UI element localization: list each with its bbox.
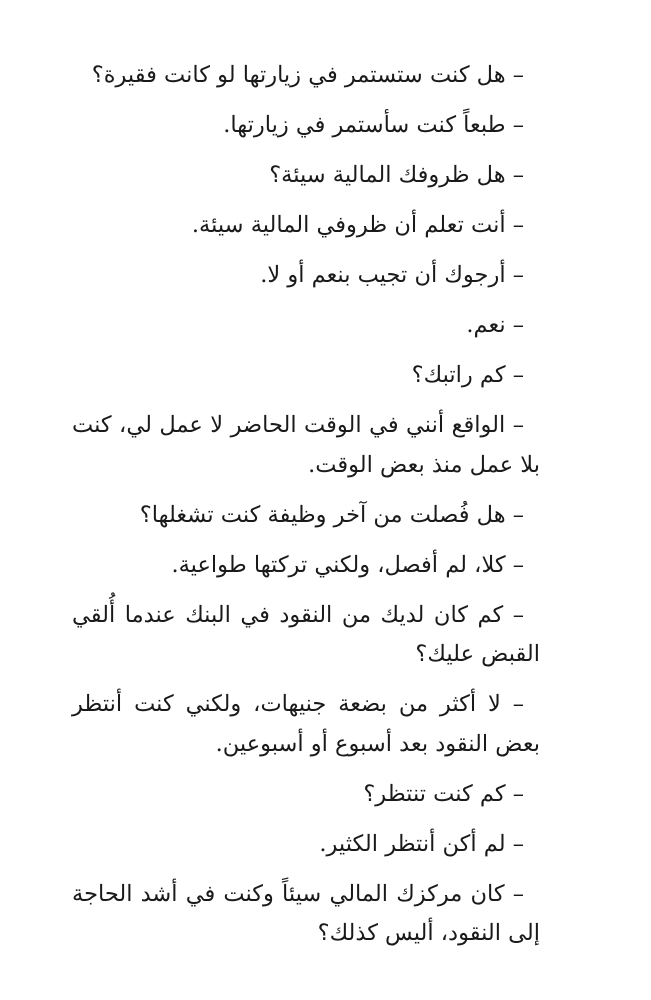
dialogue-line: – هل فُصلت من آخر وظيفة كنت تشغلها؟ [139, 501, 524, 528]
dialogue-line: – لا أكثر من بضعة جنيهات، ولكني كنت أنتظر بعض النقود بعد أسبوع أو أسبوعين. [72, 691, 540, 757]
dialogue-line: – كم راتبك؟ [411, 362, 524, 388]
dialogue-line: – كم كان لديك من النقود في البنك عندما أُلقي القبض عليك؟ [72, 601, 540, 667]
dialogue-line: – هل ظروفك المالية سيئة؟ [269, 162, 524, 188]
dialogue-line: – طبعاً كنت سأستمر في زيارتها. [223, 112, 524, 138]
dialogue-line: – أرجوك أن تجيب بنعم أو لا. [260, 262, 524, 288]
dialogue-line: – كم كنت تنتظر؟ [363, 780, 524, 807]
dialogue-line: – هل كنت ستستمر في زيارتها لو كانت فقيرة؟ [91, 62, 524, 88]
dialogue-page [72, 56, 540, 954]
dialogue-line: – كلا، لم أفصل، ولكني تركتها طواعية. [171, 551, 524, 578]
dialogue-line: – نعم. [466, 312, 524, 338]
dialogue-line: – الواقع أنني في الوقت الحاضر لا عمل لي، كنت بلا عمل منذ بعض الوقت. [72, 412, 540, 478]
dialogue-line: – كان مركزك المالي سيئاً وكنت في أشد الحاجة إلى النقود، أليس كذلك؟ [72, 880, 540, 946]
dialogue-line: – لم أكن أنتظر الكثير. [319, 830, 524, 857]
dialogue-line: – أنت تعلم أن ظروفي المالية سيئة. [191, 212, 524, 238]
